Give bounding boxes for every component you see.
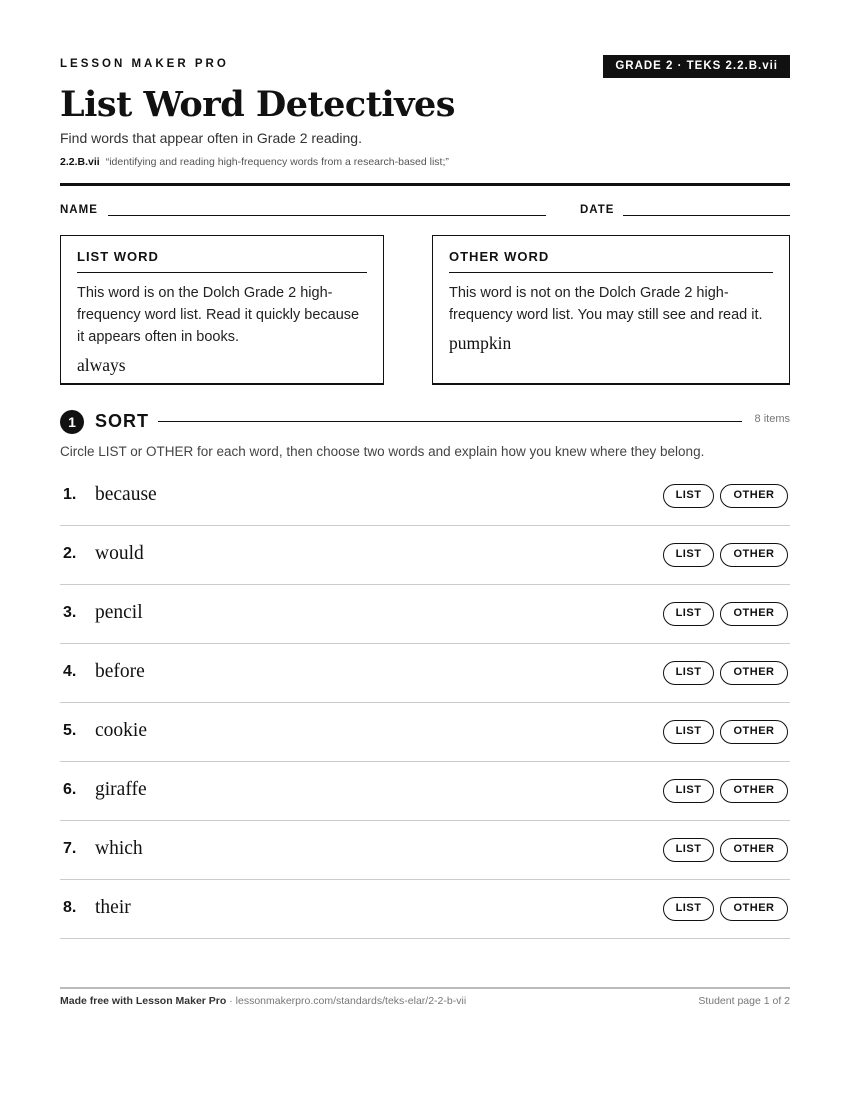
- definition-text: This word is not on the Dolch Grade 2 high-frequency word list. You may still see and read it.: [449, 285, 763, 323]
- other-choice-button[interactable]: OTHER: [720, 897, 788, 921]
- footer-url: · lessonmakerpro.com/standards/teks-elar/2-2-b-vii: [226, 995, 467, 1007]
- other-choice-button[interactable]: OTHER: [720, 543, 788, 567]
- item-word: their: [95, 897, 131, 918]
- date-field[interactable]: [623, 215, 790, 216]
- item-word: pencil: [95, 602, 143, 623]
- date-label: DATE: [580, 204, 615, 216]
- standard-code: 2.2.B.vii: [60, 156, 100, 168]
- other-choice-button[interactable]: OTHER: [720, 838, 788, 862]
- word-item-row: [60, 585, 790, 644]
- definition-example: always: [77, 355, 126, 375]
- word-item-row: [60, 821, 790, 880]
- list-choice-button[interactable]: LIST: [663, 720, 714, 744]
- list-choice-button[interactable]: LIST: [663, 543, 714, 567]
- item-number: 1.: [63, 486, 77, 503]
- list-choice-button[interactable]: LIST: [663, 661, 714, 685]
- word-item-row: [60, 703, 790, 762]
- word-item-row: [60, 526, 790, 585]
- header-divider: [60, 183, 790, 186]
- word-item-row: [60, 644, 790, 703]
- list-choice-button[interactable]: LIST: [663, 602, 714, 626]
- other-word-definition-box: [432, 235, 790, 385]
- item-number: 8.: [63, 899, 77, 916]
- footer-page-number: Student page 1 of 2: [698, 995, 790, 1007]
- item-number: 2.: [63, 545, 77, 562]
- grade-badge: GRADE 2 · TEKS 2.2.B.vii: [603, 55, 790, 78]
- word-item-row: [60, 467, 790, 526]
- footer-credit: [60, 995, 466, 1007]
- item-number: 5.: [63, 722, 77, 739]
- section-instructions: Circle LIST or OTHER for each word, then choose two words and explain how you knew where they belong.: [60, 444, 705, 459]
- definition-heading: OTHER WORD: [449, 249, 773, 273]
- list-choice-button[interactable]: LIST: [663, 838, 714, 862]
- word-list: [60, 467, 790, 939]
- section-number-badge: 1: [60, 410, 84, 434]
- list-choice-button[interactable]: LIST: [663, 897, 714, 921]
- list-word-definition-box: [60, 235, 384, 385]
- standard-text: “identifying and reading high-frequency words from a research-based list;”: [105, 156, 449, 168]
- item-word: cookie: [95, 720, 147, 741]
- item-number: 7.: [63, 840, 77, 857]
- brand-name: LESSON MAKER PRO: [60, 58, 229, 70]
- item-word: because: [95, 484, 157, 505]
- item-number: 4.: [63, 663, 77, 680]
- footer-divider: [60, 987, 790, 989]
- section-divider: [158, 421, 742, 422]
- item-word: giraffe: [95, 779, 147, 800]
- other-choice-button[interactable]: OTHER: [720, 484, 788, 508]
- item-word: before: [95, 661, 145, 682]
- definition-text: This word is on the Dolch Grade 2 high-frequency word list. Read it quickly because it appears often in books.: [77, 285, 360, 345]
- other-choice-button[interactable]: OTHER: [720, 779, 788, 803]
- name-field[interactable]: [108, 215, 546, 216]
- list-choice-button[interactable]: LIST: [663, 484, 714, 508]
- standard-line: [60, 156, 449, 168]
- other-choice-button[interactable]: OTHER: [720, 661, 788, 685]
- item-word: which: [95, 838, 143, 859]
- other-choice-button[interactable]: OTHER: [720, 720, 788, 744]
- list-choice-button[interactable]: LIST: [663, 779, 714, 803]
- section-item-count: 8 items: [754, 413, 790, 425]
- name-label: NAME: [60, 204, 98, 216]
- footer-made-with: Made free with Lesson Maker Pro: [60, 995, 227, 1007]
- page-title: List Word Detectives: [60, 84, 455, 125]
- word-item-row: [60, 880, 790, 939]
- definition-example: pumpkin: [449, 333, 512, 353]
- item-word: would: [95, 543, 144, 564]
- word-item-row: [60, 762, 790, 821]
- item-number: 3.: [63, 604, 77, 621]
- section-title: SORT: [95, 411, 150, 431]
- item-number: 6.: [63, 781, 77, 798]
- other-choice-button[interactable]: OTHER: [720, 602, 788, 626]
- page-subtitle: Find words that appear often in Grade 2 reading.: [60, 130, 362, 146]
- definition-heading: LIST WORD: [77, 249, 367, 273]
